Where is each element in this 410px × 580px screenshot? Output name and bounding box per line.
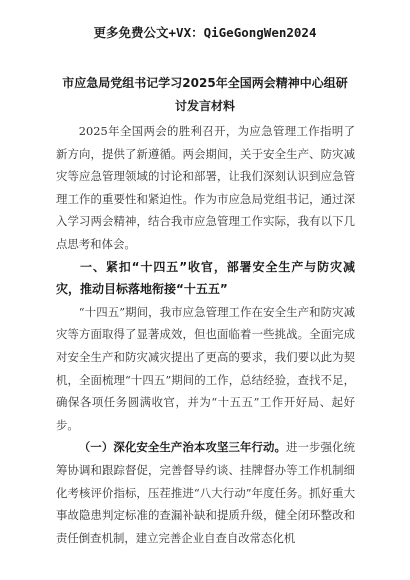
section-heading: 一、紧扣“十四五”收官，部署安全生产与防灾减灾，推动目标落地衔接“十五五”: [56, 259, 355, 297]
subsection-text: 进一步强化统筹协调和跟踪督促，完善督导约谈、挂牌督办等工作机制细化考核评价指标，压茬推进“八大行动”年度任务。抓好重大事故隐患判定标准的查漏补缺和提质升级，健全闭环整改和责任倒查机制，建立完善企业自查自改常态化机: [56, 440, 355, 545]
subsection-heading: （一）深化安全生产治本攻坚三年行动。: [78, 440, 287, 455]
promo-banner: 更多免费公文+VX：QiGeGongWen2024: [93, 25, 317, 40]
document-body: [56, 120, 355, 549]
intro-paragraph: 2025年全国两会的胜利召开，为应急管理工作指明了新方向，提供了新遵循。两会期间，关于安全生产、防灾减灾等应急管理领域的讨论和部署，让我们深刻认识到应急管理工作的重要性和紧迫性。作为市应急局党组书记，通过深入学习两会精神，结合我市应急管理工作实际，我有以下几点思考和体会。: [56, 124, 355, 251]
subsection-paragraph: [56, 436, 355, 549]
document-title: 市应急局党组书记学习2025年全国两会精神中心组研讨发言材料: [62, 76, 348, 113]
section-paragraph: “十四五”期间，我市应急管理工作在安全生产和防灾减灾等方面取得了显著成效，但也面临着一些挑战。全面完成对安全生产和防灾减灾提出了更高的要求，我们要以此为契机，全面梳理“十四五”期间的工作，总结经验，查找不足，确保各项任务圆满收官，并为“十五五”工作开好局、起好步。: [56, 304, 355, 432]
